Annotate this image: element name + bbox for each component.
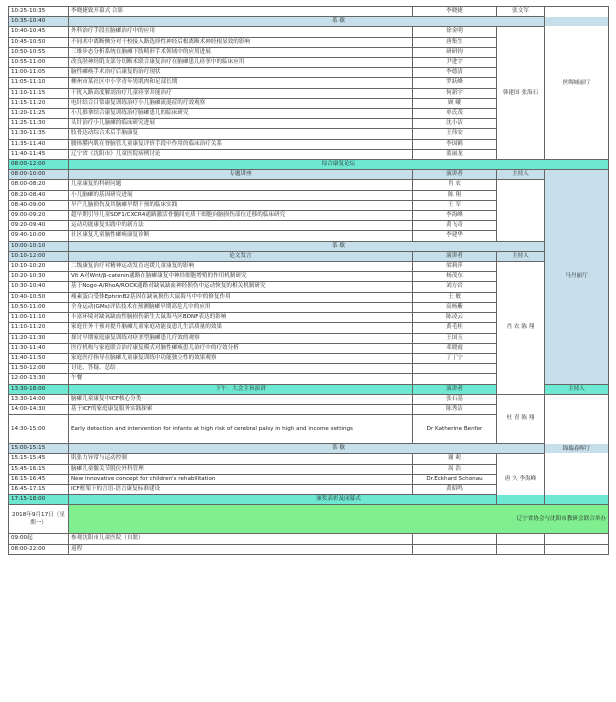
- speaker-cell: 演讲者: [413, 170, 497, 180]
- schedule-row: [9, 190, 609, 200]
- time-cell: 11:40-11:45: [9, 149, 69, 159]
- chair-cell: 韩建国 张海石: [497, 27, 545, 160]
- topic-cell: 小儿脑瘫的基因研究进展: [69, 190, 413, 200]
- speaker-cell: 单氏茂: [413, 109, 497, 119]
- speaker-cell: 黄昭鸣: [413, 484, 497, 494]
- speaker-cell: 杨茂东: [413, 272, 497, 282]
- schedule-row: [9, 534, 609, 544]
- topic-cell: 全身运动(GMs)评估技术在预测脑瘫早期高危儿中的应用: [69, 302, 413, 312]
- time-cell: 10:10-12:00: [9, 251, 69, 261]
- topic-cell: 肢骨达动综合术后手脑康复: [69, 129, 413, 139]
- time-cell: 08:00-22:00: [9, 544, 69, 554]
- time-cell: 11:35-11:40: [9, 139, 69, 149]
- time-cell: 13:30-14:00: [9, 394, 69, 404]
- topic-cell: 丰富环境对缺氧缺血性脑损伤新生大鼠海马区BDNF表达的影响: [69, 313, 413, 323]
- speaker-cell: 陈 翔: [413, 190, 497, 200]
- speaker-cell: 周 浩: [413, 464, 497, 474]
- speaker-cell: 唐集生: [413, 37, 497, 47]
- time-cell: 11:25-11:30: [9, 119, 69, 129]
- time-cell: 11:50-12:00: [9, 364, 69, 374]
- schedule-row: [9, 7, 609, 17]
- chair-cell: 杜 青 陈 翔: [497, 394, 545, 443]
- schedule-row: [9, 211, 609, 221]
- time-cell: 13:30-18:00: [9, 384, 69, 394]
- topic-cell: 家庭任务干预对提升脑瘫儿童家庭功能及患儿生活质量的效果: [69, 323, 413, 333]
- schedule-row: [9, 241, 609, 251]
- time-cell: 10:25-10:35: [9, 7, 69, 17]
- schedule-row: [9, 17, 609, 27]
- topic-cell: 电针结合日常康复训练治疗小儿脑瘫流涎症的疗效观察: [69, 98, 413, 108]
- speaker-cell: 王伟安: [413, 129, 497, 139]
- speaker-cell: 刘方岩: [413, 282, 497, 292]
- time-cell: 16:45-17:15: [9, 484, 69, 494]
- topic-cell: 讨论、答疑、总结: [69, 364, 413, 374]
- topic-cell: 基于ICF的家庭康复服务实践探索: [69, 404, 413, 414]
- time-cell: 11:20-11:25: [9, 109, 69, 119]
- time-cell: 14:30-15:00: [9, 415, 69, 444]
- speaker-cell: 李海峰: [413, 211, 497, 221]
- time-cell: 11:00-11:10: [9, 313, 69, 323]
- topic-cell: ICF框架下的言语-语言康复标准建设: [69, 484, 413, 494]
- topic-cell: New innovative concept for children's rehabilitation: [69, 474, 413, 484]
- schedule-row: [9, 231, 609, 241]
- schedule-row: [9, 27, 609, 37]
- time-cell: 10:50-10:55: [9, 47, 69, 57]
- topic-cell: 儿童康复的科研问题: [69, 180, 413, 190]
- time-cell: 11:40-11:50: [9, 353, 69, 363]
- time-cell: 11:10-11:20: [9, 323, 69, 333]
- chair-header: 张文军: [497, 7, 545, 17]
- time-cell: 11:20-11:30: [9, 333, 69, 343]
- topic-cell: 医疗机构与家庭联合治疗康复模式对脑性瘫痪患儿治疗中的疗效分析: [69, 343, 413, 353]
- topic-cell: 专题讲座: [69, 170, 413, 180]
- speaker-cell: 研研钧: [413, 47, 497, 57]
- speaker-cell: 黄毛桂: [413, 323, 497, 333]
- speaker-cell: [413, 544, 497, 554]
- venue-cell: 锦瑞春晖厅: [545, 394, 609, 505]
- time-cell: 10:35-10:40: [9, 17, 69, 27]
- venue-cell: 丝绸城丽厅: [545, 7, 609, 160]
- speaker-cell: 丁丁宁: [413, 353, 497, 363]
- chair-cell: 肖 农 陈 翔: [497, 262, 545, 395]
- time-cell: 15:45-16:15: [9, 464, 69, 474]
- topic-cell: 外科治疗手段在脑瘫治疗中的应用: [69, 27, 413, 37]
- speaker-cell: 沈小洁: [413, 119, 497, 129]
- topic-cell: 三维步态分析系统在脑瘫下肢畸形手术领域中的应用进展: [69, 47, 413, 57]
- time-cell: 10:00-10:10: [9, 241, 69, 251]
- topic-cell: 改良胫神经肌支部分切断术联合康复治疗在脑瘫患儿痉挛中的临床应用: [69, 58, 413, 68]
- empty-cell: [497, 544, 545, 554]
- speaker-cell: [413, 534, 497, 544]
- topic-cell: 论文发言: [69, 251, 413, 261]
- speaker-cell: 李德清: [413, 68, 497, 78]
- time-cell: 10:55-11:00: [9, 58, 69, 68]
- speaker-cell: 李国鹤: [413, 139, 497, 149]
- schedule-row: [9, 170, 609, 180]
- speaker-cell: 邓晓霞: [413, 343, 497, 353]
- time-cell: 10:50-11:00: [9, 302, 69, 312]
- time-cell: 11:05-11:10: [9, 78, 69, 88]
- speaker-cell: 陈凌云: [413, 313, 497, 323]
- time-cell: 15:15-15:45: [9, 454, 69, 464]
- topic-cell: 探讨早期家庭康复训练对痉挛型脑瘫患儿疗效的观察: [69, 333, 413, 343]
- topic-cell: Early detection and intervention for infants at high risk of cerebral palsy in high and income settings: [69, 415, 413, 444]
- break-banner: 茶 歇: [69, 17, 609, 27]
- time-cell: 10:45-10:50: [9, 37, 69, 47]
- speaker-cell: 黄飞奇: [413, 221, 497, 231]
- time-cell: 08:00-12:00: [9, 160, 69, 170]
- topic-cell: 基于Nogo-A/RhoA/ROCK通路对缺氧缺血神经损伤中运动恢复的相关机制研究: [69, 282, 413, 292]
- schedule-table: [8, 6, 609, 555]
- topic-cell: Vit A对Wnt/β-catenin通路在脑瘫康复中神经细胞增殖的作用机制研究: [69, 272, 413, 282]
- topic-cell: 家庭医疗指导在脑瘫儿童康复训练中功能独立性的效果观察: [69, 353, 413, 363]
- topic-cell: 柳州市某社区中小学青年男肌肉和足部长期: [69, 78, 413, 88]
- topic-cell: 腰体膜内肌在脊脑管儿童康复评价手段中作用的临床治疗关系: [69, 139, 413, 149]
- topic-cell: 下午：大会主旨演讲: [69, 384, 413, 394]
- venue-cell: 马丹丽厅: [545, 170, 609, 384]
- schedule-row: [9, 200, 609, 210]
- speaker-cell: [413, 374, 497, 384]
- speaker-cell: 尹进宇: [413, 58, 497, 68]
- schedule-row: [9, 394, 609, 404]
- speaker-cell: 演讲者: [413, 384, 497, 394]
- schedule-row: [9, 505, 609, 534]
- topic-cell: 脑瘫儿童康复中ICF核心分类: [69, 394, 413, 404]
- time-cell: 09:00-09:20: [9, 211, 69, 221]
- speaker-cell: 肖 农: [413, 180, 497, 190]
- topic-cell: 李晓捷致开幕式 合影: [69, 7, 413, 17]
- topic-cell: 瘦素蛋白受体EphrinB2基因在缺氧损伤大鼠海马中中的修复作用: [69, 292, 413, 302]
- time-cell: 11:15-11:20: [9, 98, 69, 108]
- speaker-cell: 李晓捷: [413, 7, 497, 17]
- topic-cell: 干扰入路高度解剖治疗儿童痉挛并能治疗: [69, 88, 413, 98]
- schedule-row: [9, 495, 609, 505]
- speaker-cell: 罗跃峰: [413, 78, 497, 88]
- time-cell: 17:15-18:00: [9, 495, 69, 505]
- speaker-cell: [413, 364, 497, 374]
- time-cell: 15:00-15:15: [9, 444, 69, 454]
- topic-cell: 社区康复儿童脑性瘫痪康复诊断: [69, 231, 413, 241]
- topic-cell: 超早期引导儿童SDF1/CXCR4通路激活骨髓间充质干细胞向脑损伤部位迁移的临床研究: [69, 211, 413, 221]
- schedule-row: [9, 262, 609, 272]
- time-cell: 14:00-14:30: [9, 404, 69, 414]
- topic-cell: 早产儿脑损伤及其脑瘫早期干预的临床实践: [69, 200, 413, 210]
- time-cell: 11:00-11:05: [9, 68, 69, 78]
- speaker-cell: 何新宇: [413, 88, 497, 98]
- speaker-cell: 王 军: [413, 200, 497, 210]
- topic-cell: 返程: [69, 544, 413, 554]
- time-cell: 10:40-10:50: [9, 292, 69, 302]
- speaker-cell: 高杨紫: [413, 302, 497, 312]
- empty-cell: [497, 534, 545, 544]
- time-cell: 10:30-10:40: [9, 282, 69, 292]
- empty-cell: [545, 534, 609, 544]
- time-cell: 10:10-10:20: [9, 262, 69, 272]
- speaker-cell: 蓝丽龙: [413, 149, 497, 159]
- time-cell: 11:30-11:35: [9, 129, 69, 139]
- topic-cell: 午餐: [69, 374, 413, 384]
- schedule-body: [9, 7, 609, 555]
- time-cell: 09:00起: [9, 534, 69, 544]
- time-cell: 11:10-11:15: [9, 88, 69, 98]
- section-banner: 综合康复论坛: [69, 160, 609, 170]
- speaker-cell: 顾 曦: [413, 98, 497, 108]
- time-cell: 08:40-09:00: [9, 200, 69, 210]
- time-cell: 09:20-09:40: [9, 221, 69, 231]
- day-banner: 辽宁省协会与沈阳市教研会联合举办: [69, 505, 609, 534]
- topic-cell: 头针治疗小儿脑瘫的临床研究进展: [69, 119, 413, 129]
- speaker-cell: 演讲者: [413, 251, 497, 261]
- time-cell: 10:20-10:30: [9, 272, 69, 282]
- break-banner: 茶 歇: [69, 444, 609, 454]
- speaker-cell: 徐金明: [413, 27, 497, 37]
- chair-header: 主持人: [497, 170, 545, 180]
- time-cell: 08:00-10:00: [9, 170, 69, 180]
- time-cell: 08:20-08:40: [9, 190, 69, 200]
- time-cell: 10:40-10:45: [9, 27, 69, 37]
- topic-cell: 肌张力异常与运动控制: [69, 454, 413, 464]
- time-cell: 08:00-08:20: [9, 180, 69, 190]
- time-cell: 2018年9月17日（星期一）: [9, 505, 69, 534]
- schedule-row: [9, 444, 609, 454]
- speaker-cell: 谢 莉: [413, 454, 497, 464]
- section-banner: 颁奖表彰及闭幕式: [69, 495, 609, 505]
- speaker-cell: Dr Katherine Benfer: [413, 415, 497, 444]
- topic-cell: 运动功能康复实践中的新方法: [69, 221, 413, 231]
- schedule-row: [9, 544, 609, 554]
- speaker-cell: 梁莉萍: [413, 262, 497, 272]
- speaker-cell: 李建华: [413, 231, 497, 241]
- schedule-row: [9, 221, 609, 231]
- time-cell: 09:40-10:00: [9, 231, 69, 241]
- speaker-cell: 王国玉: [413, 333, 497, 343]
- chair-header: 主持人: [545, 384, 609, 394]
- speaker-cell: 张石基: [413, 394, 497, 404]
- break-banner: 茶 歇: [69, 241, 609, 251]
- chair-header: 主持人: [497, 251, 545, 261]
- schedule-row: [9, 454, 609, 464]
- topic-cell: 参观沈阳市儿童医院（自愿）: [69, 534, 413, 544]
- schedule-row: [9, 251, 609, 261]
- time-cell: 12:00-13:30: [9, 374, 69, 384]
- chair-cell: 唐 久 李海峰: [497, 454, 545, 505]
- time-cell: 11:30-11:40: [9, 343, 69, 353]
- topic-cell: 辽宁省《沈阳市》儿童医院病例讨论: [69, 149, 413, 159]
- topic-cell: 不同术中离断侧分对干校接入路选择性神经后根离断术神经根显效的影响: [69, 37, 413, 47]
- topic-cell: 小儿推拿结合康复训练治疗脑瘫患儿的临床研究: [69, 109, 413, 119]
- topic-cell: 脑性瘫痪手术治疗后康复的治疗现状: [69, 68, 413, 78]
- speaker-cell: Dr.Eckhard Schonau: [413, 474, 497, 484]
- topic-cell: 脑瘫儿童髋关节脱位外科管理: [69, 464, 413, 474]
- speaker-cell: 王 敏: [413, 292, 497, 302]
- time-cell: 16:15-16:45: [9, 474, 69, 484]
- schedule-row: [9, 160, 609, 170]
- empty-cell: [545, 544, 609, 554]
- topic-cell: 二级康复治疗对精神运动发育迟缓儿童康复的影响: [69, 262, 413, 272]
- speaker-cell: 陈秀洁: [413, 404, 497, 414]
- schedule-row: [9, 180, 609, 190]
